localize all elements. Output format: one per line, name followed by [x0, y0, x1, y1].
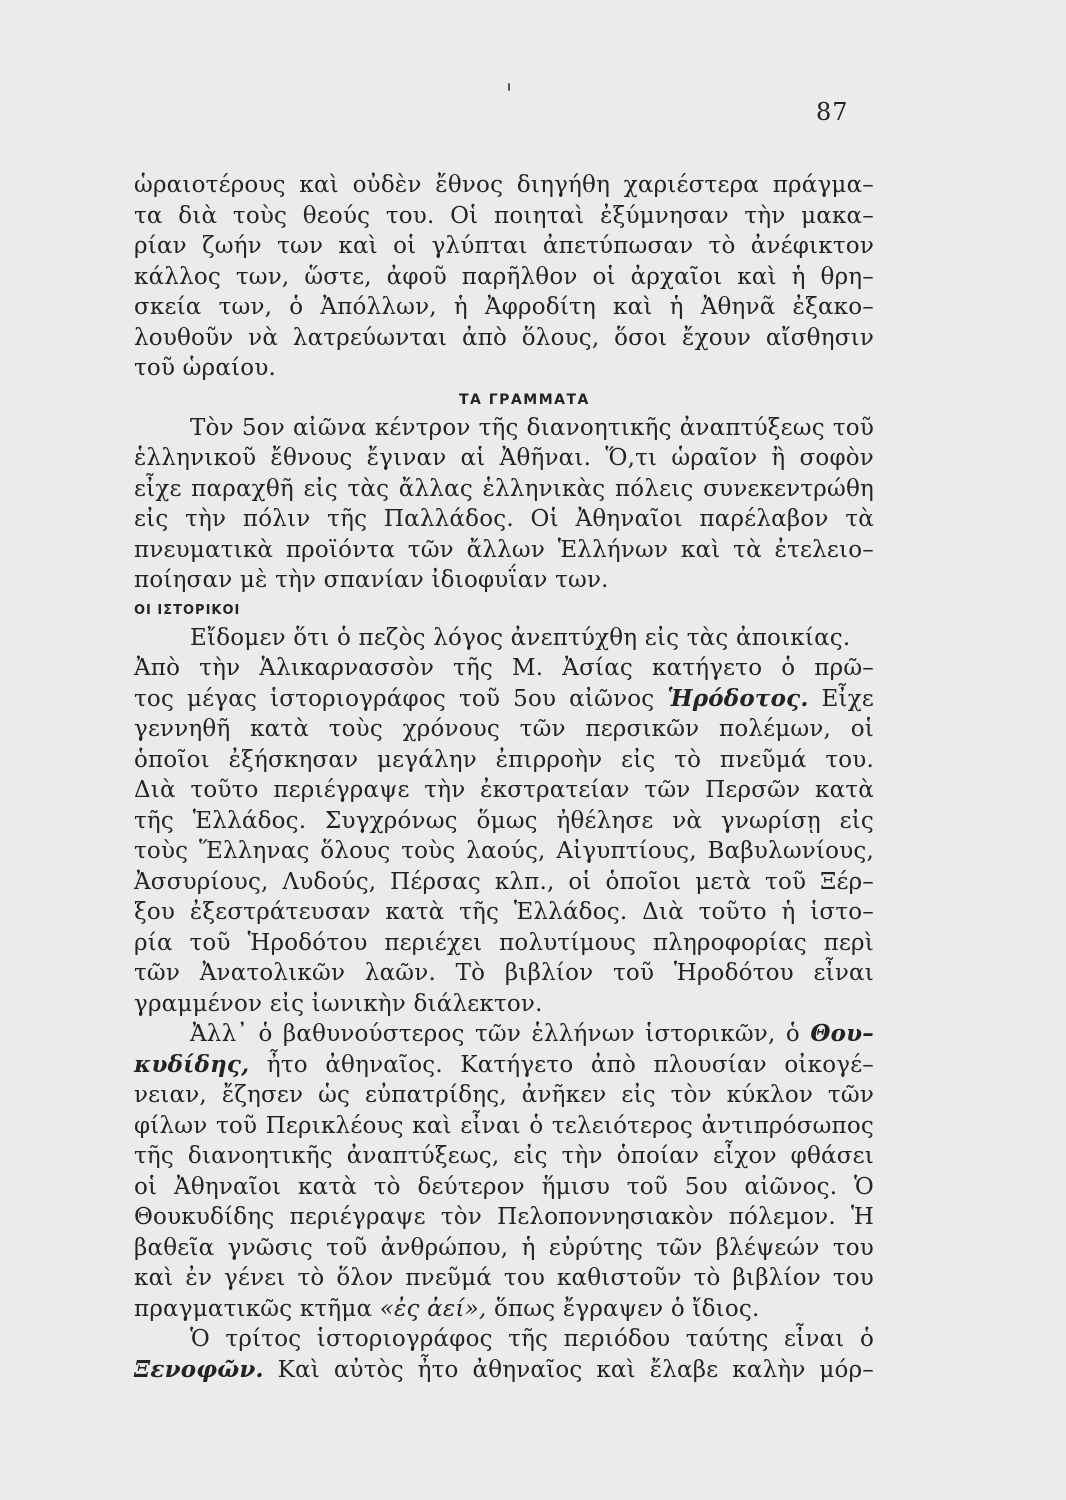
- text-line: Τὸν 5ον αἰῶνα κέντρον τῆς διανοητικῆς ἀναπτύξεως τοῦ: [190, 414, 874, 441]
- page-number: 87: [816, 98, 849, 126]
- quote-forever: «ἐς ἀεί»,: [379, 1295, 487, 1322]
- text-line: τοὺς Ἕλληνας ὅλους τοὺς λαούς, Αἰγυπτίους, Βαβυλωνίους,: [134, 838, 874, 864]
- name-herodotus: Ἡρόδοτος.: [667, 684, 809, 712]
- text-line: νειαν, ἔζησεν ὡς εὐπατρίδης, ἀνῆκεν εἰς τὸν κύκλον τῶν: [134, 1082, 874, 1108]
- scan-mark: [508, 83, 510, 91]
- text-line: ὡραιοτέρους καὶ οὐδὲν ἔθνος διηγήθη χαριέστερα πράγμα–: [134, 172, 874, 198]
- text-line: ποίησαν μὲ τὴν σπανίαν ἰδιοφυΐαν των.: [134, 567, 609, 593]
- text-line: εἰς τὴν πόλιν τῆς Παλλάδος. Οἱ Ἀθηναῖοι παρέλαβον τὰ: [134, 506, 874, 532]
- text-line: [134, 684, 874, 715]
- text-line: ἑλληνικοῦ ἔθνους ἔγιναν αἱ Ἀθῆναι. Ὅ,τι ὡραῖον ἢ σοφὸν: [134, 445, 874, 471]
- text-line: τῶν Ἀνατολικῶν λαῶν. Τὸ βιβλίον τοῦ Ἡροδότου εἶναι: [134, 960, 874, 986]
- name-xenophon: Ξενοφῶν.: [134, 1355, 264, 1383]
- text-line: ξου ἐξεστράτευσαν κατὰ τῆς Ἑλλάδος. Διὰ τοῦτο ἡ ἱστο–: [134, 899, 874, 925]
- text-line: πνευματικὰ προϊόντα τῶν ἄλλων Ἑλλήνων καὶ τὰ ἐτελειο–: [134, 536, 874, 563]
- text-line: [134, 1019, 874, 1050]
- text-fragment: τος μέγας ἱστοριογράφος τοῦ 5ου αἰῶνος: [134, 685, 655, 712]
- text-line: Εἴδομεν ὅτι ὁ πεζὸς λόγος ἀνεπτύχθη εἰς τὰς ἀποικίας.: [190, 624, 851, 651]
- text-line: ὁποῖοι ἐξήσκησαν μεγάλην ἐπιρροὴν εἰς τὸ πνεῦμά του.: [134, 746, 874, 773]
- text-line: καὶ ἐν γένει τὸ ὅλον πνεῦμά του καθιστοῦν τὸ βιβλίον του: [134, 1265, 874, 1291]
- text-line: γεννηθῆ κατὰ τοὺς χρόνους τῶν περσικῶν πολέμων, οἱ: [134, 716, 874, 742]
- text-line: Ἀσσυρίους, Λυδούς, Πέρσας κλπ., οἱ ὁποῖοι μετὰ τοῦ Ξέρ–: [134, 868, 874, 895]
- text-line: λουθοῦν νὰ λατρεύωνται ἀπὸ ὅλους, ὅσοι ἔχουν αἴσθησιν: [134, 324, 874, 351]
- text-line: Διὰ τοῦτο περιέγραψε τὴν ἐκστρατείαν τῶν Περσῶν κατὰ: [134, 777, 874, 803]
- text-line: κάλλος των, ὥστε, ἀφοῦ παρῆλθον οἱ ἀρχαῖοι καὶ ἡ θρη–: [134, 263, 874, 290]
- text-line: τῆς διανοητικῆς ἀναπτύξεως, εἰς τὴν ὁποίαν εἶχον φθάσει: [134, 1143, 874, 1169]
- body-text: [134, 170, 874, 1385]
- text-line: Θουκυδίδης περιέγραψε τὸν Πελοποννησιακὸν πόλεμον. Ἡ: [134, 1204, 874, 1230]
- text-fragment: ἦτο ἀθηναῖος. Κατήγετο ἀπὸ πλουσίαν οἰκογέ–: [266, 1051, 875, 1078]
- text-line: ρία τοῦ Ἡροδότου περιέχει πολυτίμους πληροφορίας περὶ: [134, 929, 874, 956]
- text-line: ρίαν ζωήν των καὶ οἱ γλύπται ἀπετύπωσαν τὸ ἀνέφικτον: [134, 233, 874, 259]
- name-thucydides-part2: κυδίδης,: [134, 1050, 250, 1078]
- text-line: [134, 1355, 874, 1386]
- text-line: Ὁ τρίτος ἱστοριογράφος τῆς περιόδου ταύτης εἶναι ὁ: [190, 1326, 874, 1352]
- text-line: Ἀπὸ τὴν Ἁλικαρνασσὸν τῆς Μ. Ἀσίας κατήγετο ὁ πρῶ–: [134, 655, 874, 681]
- text-fragment: ὅπως ἔγραψεν ὁ ἴδιος.: [493, 1295, 760, 1322]
- section-heading-letters: ΤΑ ΓΡΑΜΜΑΤΑ: [459, 391, 590, 408]
- text-fragment: Εἶχε: [821, 685, 874, 712]
- text-line: εἶχε παραχθῆ εἰς τὰς ἄλλας ἑλληνικὰς πόλεις συνεκεντρώθη: [134, 475, 874, 502]
- text-fragment: Ἀλλ᾽ ὁ βαθυνούστερος τῶν ἑλλήνων ἱστορικῶν, ὁ: [190, 1021, 800, 1047]
- text-line: γραμμένον εἰς ἰωνικὴν διάλεκτον.: [134, 990, 543, 1017]
- text-fragment: πραγματικῶς κτῆμα: [134, 1295, 373, 1322]
- text-line: σκεία των, ὁ Ἀπόλλων, ἡ Ἀφροδίτη καὶ ἡ Ἀθηνᾶ ἐξακο–: [134, 294, 874, 320]
- text-line: βαθεῖα γνῶσις τοῦ ἀνθρώπου, ἡ εὐρύτης τῶν βλέψεών του: [134, 1234, 874, 1261]
- text-fragment: Καὶ αὐτὸς ἦτο ἀθηναῖος καὶ ἔλαβε καλὴν μόρ–: [277, 1356, 874, 1383]
- section-heading-historians: ΟΙ ΙΣΤΟΡΙΚΟΙ: [134, 602, 241, 618]
- name-thucydides-part1: Θου–: [810, 1020, 874, 1047]
- text-line: [134, 1294, 874, 1325]
- text-line: τῆς Ἑλλάδος. Συγχρόνως ὅμως ἠθέλησε νὰ γνωρίσῃ εἰς: [134, 807, 874, 834]
- text-line: φίλων τοῦ Περικλέους καὶ εἶναι ὁ τελειότερος ἀντιπρόσωπος: [134, 1112, 874, 1139]
- text-line: τοῦ ὡραίου.: [134, 355, 277, 381]
- text-line: τα διὰ τοὺς θεούς του. Οἱ ποιηταὶ ἐξύμνησαν τὴν μακα–: [134, 202, 874, 229]
- text-line: [134, 1050, 874, 1081]
- text-line: οἱ Ἀθηναῖοι κατὰ τὸ δεύτερον ἥμισυ τοῦ 5ου αἰῶνος. Ὁ: [134, 1173, 874, 1200]
